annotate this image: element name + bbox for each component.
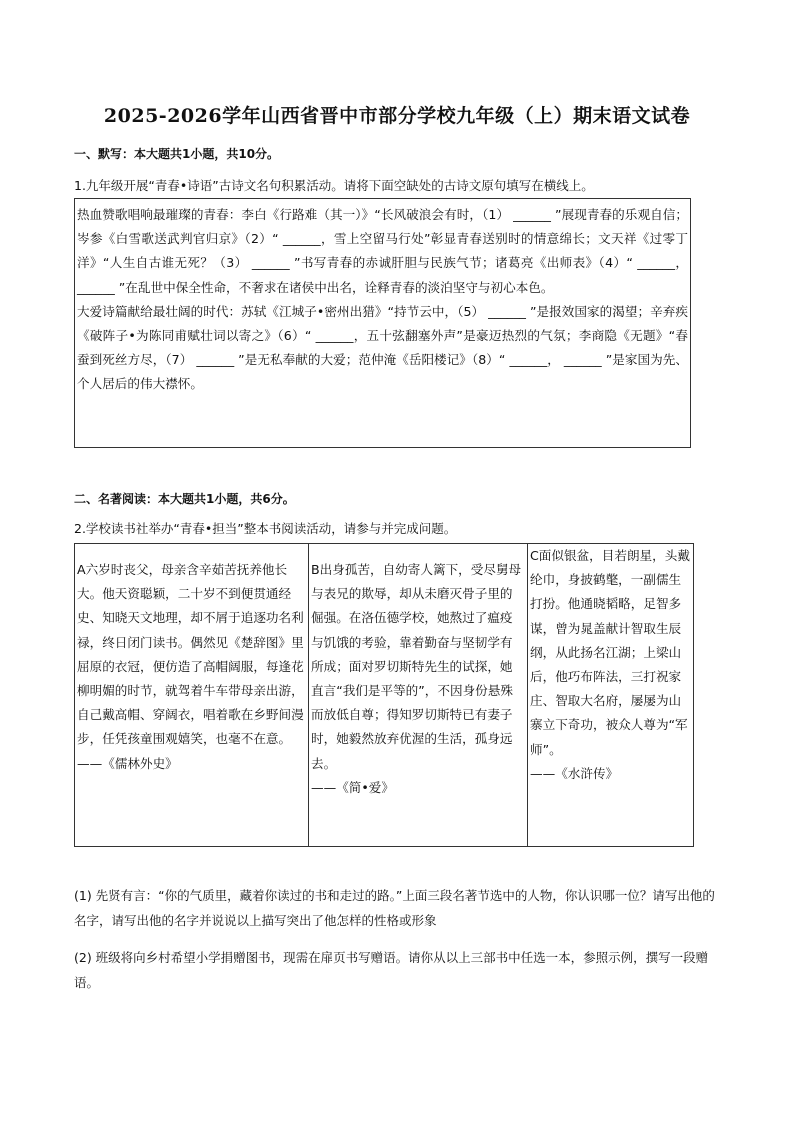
dictation-paragraph-2: 大爱诗篇献给最壮阔的时代：苏轼《江城子•密州出猎》“持节云中，（5） ______ ”是报效国家的渴望；辛弃疾《破阵子•为陈同甫赋壮词以寄之》（6）“ ______，五十弦翻塞外声”是豪迈热烈的气氛；李商隐《无题》“春蚕到死丝方尽，（7） ______ ”是无私奉献的大爱；范仲淹《岳阳楼记》（8）“ ______， ______ ”是家国为先、个人居后的伟大襟怀。	[77, 303, 688, 392]
excerpt-text-a: A六岁时丧父，母亲含辛茹苦抚养他长大。他天资聪颖，二十岁不到便贯通经史、知晓天文地理，却不屑于追逐功名利禄，终日闭门读书。偶然见《楚辞图》里屈原的衣冠，便仿造了高帽阔服，每逢花柳明媚的时节，就驾着牛车带母亲出游，自己戴高帽、穿阔衣，唱着歌在乡野间漫步，任凭孩童围观嬉笑，也毫不在意。	[77, 562, 304, 747]
excerpt-text-b: B出身孤苦，自幼寄人篱下，受尽舅母与表兄的欺辱，却从未磨灭骨子里的倔强。在洛伍德学校，她熬过了瘟疫与饥饿的考验，靠着勤奋与坚韧学有所成；面对罗切斯特先生的试探，她直言“我们是平等的”，不因身份悬殊而放低自尊；得知罗切斯特已有妻子时，她毅然放弃优渥的生活，孤身远去。	[311, 562, 522, 771]
dictation-paragraph-1: 热血赞歌唱响最璀璨的青春：李白《行路难（其一）》“长风破浪会有时，（1） ______ ”展现青春的乐观自信；岑参《白雪歌送武判官归京》（2）“ ______，雪上空留马行处”彰显青春送别时的情意绵长；文天祥《过零丁洋》“人生自古谁无死？（3） ______ ”书写青春的赤诚肝胆与民族气节；诸葛亮《出师表》（4）“ ______， ______ ”在乱世中保全性命，不奢求在诸侯中出名，诠释青春的淡泊坚守与初心本色。	[77, 207, 688, 295]
excerpt-source-a: ——《儒林外史》	[77, 755, 178, 771]
exam-title: 2025-2026学年山西省晋中市部分学校九年级（上）期末语文试卷	[103, 105, 691, 127]
excerpt-source-b: ——《简•爱》	[311, 779, 394, 795]
section2-heading: 二、名著阅读：本大题共1小题，共6分。	[74, 492, 295, 506]
excerpt-cell-c	[528, 544, 693, 846]
subquestion-2: (2) 班级将向乡村希望小学捐赠图书，现需在扉页书写赠语。请你从以上三部书中任选一本，参照示例，撰写一段赠语。	[74, 950, 709, 990]
excerpt-source-c: ——《水浒传》	[530, 765, 619, 781]
question1-prompt: 1.九年级开展“青春•诗语”古诗文名句积累活动。请将下面空缺处的古诗文原句填写在横线上。	[74, 178, 594, 193]
dictation-box	[74, 198, 691, 448]
question2-prompt: 2.学校读书社举办“青春•担当”整本书阅读活动，请参与并完成问题。	[74, 521, 457, 536]
section1-heading: 一、默写：本大题共1小题，共10分。	[74, 147, 280, 161]
excerpt-text-c: C面似银盆，目若朗星，头戴纶巾，身披鹤氅，一副儒生打扮。他通晓韬略，足智多谋，曾为晁盖献计智取生辰纲，从此扬名江湖；上梁山后，他巧布阵法，三打祝家庄、智取大名府，屡屡为山寨立下奇功，被众人尊为“军师”。	[530, 548, 690, 757]
excerpt-table	[74, 543, 694, 847]
excerpt-cell-a	[75, 544, 309, 846]
subquestion-1: (1) 先贤有言：“你的气质里，藏着你读过的书和走过的路。”上面三段名著节选中的人物，你认识哪一位？请写出他的名字，请写出他的名字并说说以上描写突出了他怎样的性格或形象	[74, 888, 715, 928]
excerpt-cell-b	[309, 544, 528, 846]
